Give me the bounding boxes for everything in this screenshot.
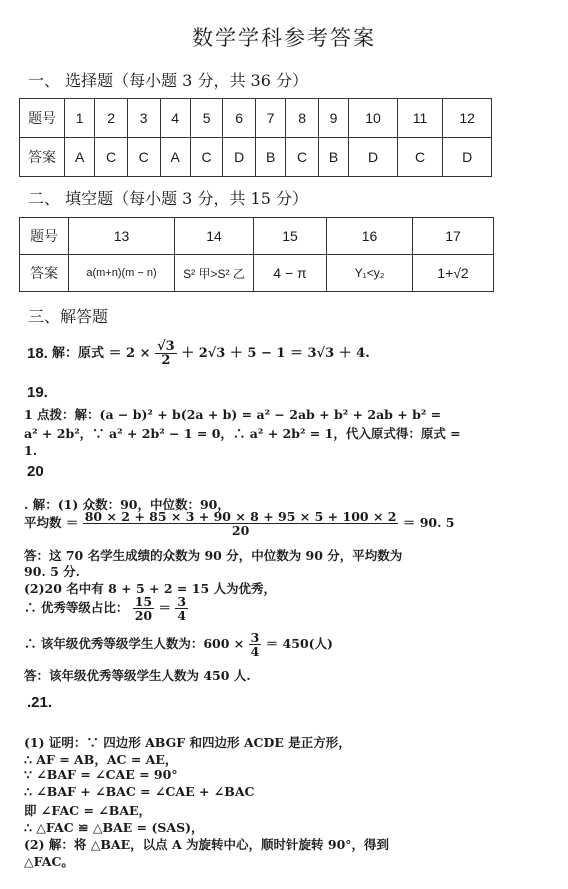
question-number: 2: [95, 99, 128, 138]
choice-answer-table: [19, 98, 492, 177]
question-number-20: 20: [27, 463, 44, 480]
answer-cell: B: [256, 138, 286, 177]
answer-cell: B: [318, 138, 348, 177]
question-number: 9: [318, 99, 348, 138]
q18-rest: ＋ 2√3 ＋ 5 − 1 ＝ 3√3 ＋ 4.: [181, 346, 370, 361]
q20-line-3: 答：这 70 名学生成绩的众数为 90 分，中位数为 90 分，平均数为: [24, 548, 403, 563]
question-number: 12: [443, 99, 492, 138]
question-number: 10: [349, 99, 398, 138]
q20-line-4: 90. 5 分.: [24, 564, 80, 579]
fraction-numerator: 15: [134, 594, 153, 609]
q20-count-fraction: [249, 631, 262, 658]
table-row: [20, 138, 492, 177]
q20-ratio-lead: ∴ 优秀等级占比：: [24, 600, 129, 615]
answer-cell: C: [190, 138, 223, 177]
q20-count: [24, 631, 333, 658]
answer-cell: C: [286, 138, 319, 177]
q21-line-5: 即 ∠FAC = ∠BAE，: [24, 803, 152, 818]
answer-cell: 1+√2: [413, 255, 494, 292]
answer-cell: D: [223, 138, 256, 177]
q21-line-4: ∴ ∠BAF + ∠BAC = ∠CAE + ∠BAC: [24, 784, 255, 799]
q21-line-7: (2) 解：将 △BAE，以点 A 为旋转中心，顺时针旋转 90°，得到: [24, 837, 390, 852]
question-number-19: 19.: [27, 384, 48, 401]
question-number-21: .21.: [27, 694, 53, 711]
question-number: 8: [286, 99, 319, 138]
answer-cell: Y₁<y₂: [327, 255, 413, 292]
question-number: 16: [327, 218, 413, 255]
question-number: 14: [175, 218, 254, 255]
answer-cell: D: [349, 138, 398, 177]
row-label: 答案: [20, 255, 69, 292]
answer-cell: A: [160, 138, 190, 177]
q20-answer: 答：该年级优秀等级学生人数为 450 人.: [24, 668, 251, 683]
q19-line-3: 1.: [24, 443, 38, 458]
q19-line-2: a² + 2b²，∵ a² + 2b² − 1 = 0，∴ a² + 2b² = 1，代入原式得：原式 =: [24, 426, 461, 441]
answer-cell: a(m+n)(m − n): [69, 255, 175, 292]
table-row: [20, 218, 494, 255]
answer-cell: 4 − π: [254, 255, 327, 292]
row-label: 答案: [20, 138, 65, 177]
question-number: 6: [223, 99, 256, 138]
fraction-numerator: 80 × 2 + 85 × 3 + 90 × 8 + 95 × 5 + 100 × 2: [84, 509, 397, 524]
fraction-numerator: 3: [177, 594, 187, 609]
fraction-denominator: 4: [177, 608, 187, 623]
q20-line-5: (2)20 名中有 8 + 5 + 2 = 15 人为优秀，: [24, 581, 276, 596]
section-heading-solutions: 三、解答题: [28, 307, 109, 326]
fraction-numerator: √3: [157, 339, 175, 354]
q20-ratio-fraction-2: [175, 595, 188, 622]
q18-solution: [52, 340, 370, 367]
fraction-numerator: 3: [250, 630, 260, 645]
answer-cell: D: [443, 138, 492, 177]
q20-count-lead: ∴ 该年级优秀等级学生人数为：600 ×: [24, 636, 245, 651]
answer-cell: S² 甲>S² 乙: [175, 255, 254, 292]
q20-ratio-fraction-1: [133, 595, 154, 622]
q21-line-6: ∴ △FAC ≌ △BAE = (SAS)，: [24, 820, 204, 835]
q20-mean-result: ＝ 90. 5: [402, 515, 455, 530]
q21-line-2: ∴ AF = AB，AC = AE，: [24, 752, 178, 767]
fraction-denominator: 2: [161, 353, 171, 368]
table-row: [20, 99, 492, 138]
fraction-denominator: 20: [231, 523, 250, 538]
question-number: 7: [256, 99, 286, 138]
section-heading-choice: 一、 选择题（每小题 3 分，共 36 分）: [28, 71, 308, 90]
q21-line-1: (1) 证明：∵ 四边形 ABGF 和四边形 ACDE 是正方形，: [24, 735, 351, 750]
question-number: 17: [413, 218, 494, 255]
q20-mean-lead: 平均数 ＝: [24, 515, 79, 530]
question-number: 1: [65, 99, 95, 138]
question-number: 4: [160, 99, 190, 138]
q18-lead: 解：原式 ＝ 2 ×: [52, 346, 151, 361]
question-number-18: 18.: [27, 345, 48, 362]
answer-cell: C: [127, 138, 160, 177]
row-label: 题号: [20, 99, 65, 138]
q18-fraction: [155, 340, 177, 367]
row-label: 题号: [20, 218, 69, 255]
q20-mean: [24, 510, 455, 537]
q19-line-1: 1 点拨：解：(a − b)² + b(2a + b) = a² − 2ab + b² + 2ab + b² =: [24, 407, 442, 422]
q21-line-8: △FAC。: [24, 854, 74, 869]
question-number: 5: [190, 99, 223, 138]
fraction-denominator: 20: [134, 608, 153, 623]
question-number: 13: [69, 218, 175, 255]
answer-cell: A: [65, 138, 95, 177]
q20-ratio-equals: ＝: [158, 600, 171, 615]
fraction-denominator: 4: [250, 644, 260, 659]
answer-cell: C: [95, 138, 128, 177]
page-title: 数学学科参考答案: [192, 26, 376, 50]
fill-answer-table: [19, 217, 494, 292]
question-number: 11: [397, 99, 443, 138]
answer-cell: C: [397, 138, 443, 177]
section-heading-fill: 二、 填空题（每小题 3 分，共 15 分）: [28, 189, 308, 208]
q20-mean-fraction: [83, 510, 399, 537]
q20-line-1: . 解：(1) 众数：90，中位数：90，: [24, 497, 230, 512]
question-number: 3: [127, 99, 160, 138]
question-number: 15: [254, 218, 327, 255]
q20-ratio: [24, 595, 188, 622]
table-row: [20, 255, 494, 292]
q20-count-result: ＝ 450(人): [265, 636, 333, 651]
q21-line-3: ∵ ∠BAF = ∠CAE = 90°: [24, 767, 178, 782]
